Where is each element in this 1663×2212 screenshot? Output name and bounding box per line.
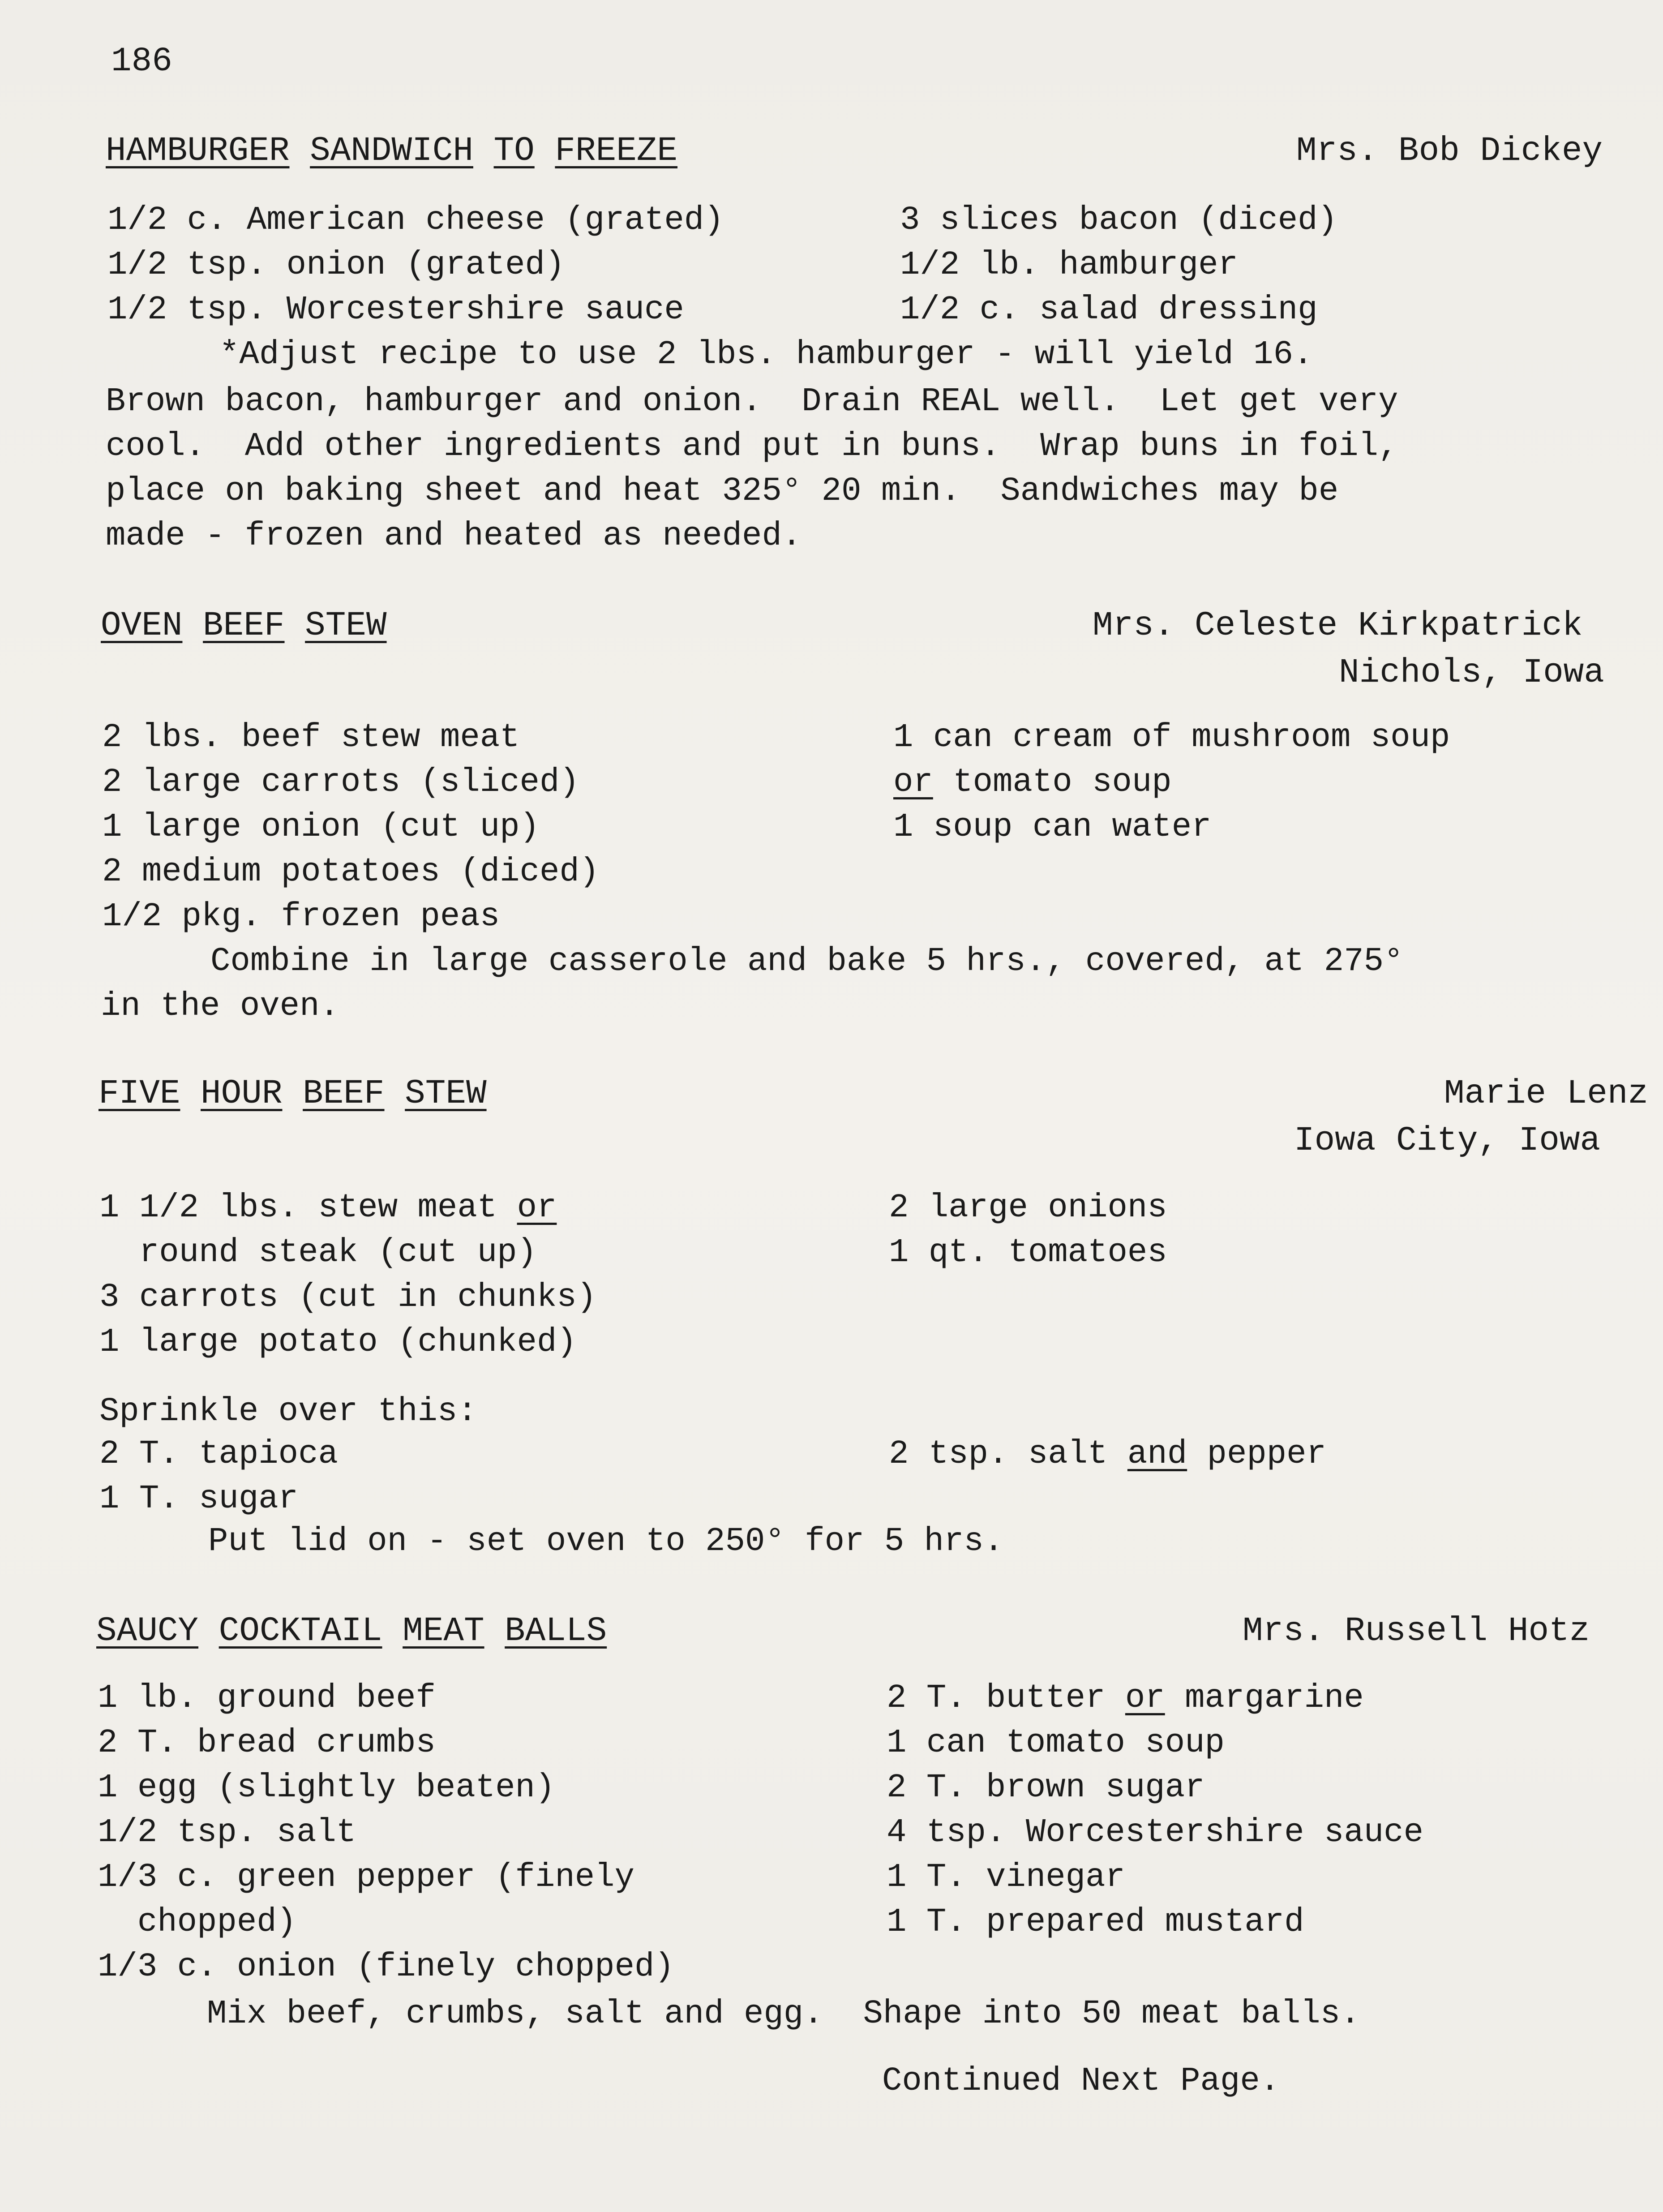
ingredient: 3 slices bacon (diced): [900, 202, 1337, 239]
ingredient-text: pepper: [1187, 1435, 1326, 1473]
ingredient: 1 can tomato soup: [887, 1724, 1225, 1762]
ingredient: 1/2 tsp. salt: [98, 1814, 356, 1851]
title-word: STEW: [305, 606, 387, 645]
ingredient: 1 large potato (chunked): [99, 1323, 577, 1361]
ingredient: 4 tsp. Worcestershire sauce: [887, 1814, 1423, 1851]
direction-line: in the oven.: [101, 988, 339, 1025]
title-word: MEAT: [403, 1612, 484, 1650]
ingredient: [887, 1679, 1364, 1717]
title-word: FREEZE: [555, 132, 678, 170]
ingredient: 1/2 tsp. onion (grated): [107, 246, 565, 284]
ingredient: 2 lbs. beef stew meat: [102, 719, 520, 756]
title-word: BEEF: [303, 1074, 385, 1113]
direction-line: Put lid on - set oven to 250° for 5 hrs.: [208, 1523, 1004, 1560]
ingredient: 1/2 lb. hamburger: [900, 246, 1238, 284]
title-word: BEEF: [203, 606, 285, 645]
title-word: COCKTAIL: [219, 1612, 382, 1650]
ingredient-text: 1 1/2 lbs. stew meat: [99, 1189, 517, 1227]
ingredient: 2 large carrots (sliced): [102, 764, 579, 801]
recipe-author: Mrs. Celeste Kirkpatrick: [1093, 606, 1583, 645]
ingredient: 1 T. vinegar: [887, 1859, 1125, 1896]
ingredient: 1 large onion (cut up): [102, 808, 540, 846]
ingredient: [889, 1435, 1326, 1473]
or-word: or: [517, 1189, 557, 1227]
ingredient: 1 qt. tomatoes: [889, 1234, 1167, 1271]
ingredient: 1 T. prepared mustard: [887, 1903, 1304, 1941]
ingredient: 1/3 c. onion (finely chopped): [98, 1948, 674, 1986]
sprinkle-heading: Sprinkle over this:: [99, 1393, 477, 1430]
recipe-author: Mrs. Bob Dickey: [1296, 132, 1603, 170]
ingredient-text: tomato soup: [933, 764, 1172, 801]
direction-line: Mix beef, crumbs, salt and egg. Shape into 50 meat balls.: [207, 1995, 1360, 2033]
ingredient: 2 medium potatoes (diced): [102, 853, 600, 891]
ingredient: 1 can cream of mushroom soup: [893, 719, 1450, 756]
direction-line: cool. Add other ingredients and put in buns. Wrap buns in foil,: [106, 428, 1398, 465]
recipe-location: Iowa City, Iowa: [1294, 1121, 1601, 1160]
recipe-location: Nichols, Iowa: [1339, 653, 1604, 692]
direction-line: Combine in large casserole and bake 5 hrs., covered, at 275°: [210, 943, 1404, 980]
title-word: HAMBURGER: [106, 132, 290, 170]
title-word: SAUCY: [96, 1612, 199, 1650]
recipe-title: [99, 1074, 487, 1113]
title-word: STEW: [405, 1074, 487, 1113]
ingredient-text: 2 T. butter: [887, 1679, 1125, 1717]
or-word: or: [1125, 1679, 1165, 1717]
or-word: or: [893, 764, 933, 801]
ingredient: 1/3 c. green pepper (finely: [98, 1859, 634, 1896]
ingredient-text: 2 tsp. salt: [889, 1435, 1127, 1473]
page-number: 186: [111, 42, 172, 81]
recipe-author: Marie Lenz: [1444, 1074, 1649, 1113]
recipe-title: [101, 606, 387, 645]
ingredient: 1/2 pkg. frozen peas: [102, 898, 500, 936]
ingredient: [893, 766, 1172, 799]
continued-note: Continued Next Page.: [882, 2062, 1280, 2100]
title-word: BALLS: [505, 1612, 607, 1650]
recipe-title: [106, 134, 677, 168]
ingredient: 1 lb. ground beef: [98, 1679, 436, 1717]
direction-line: Brown bacon, hamburger and onion. Drain REAL well. Let get very: [106, 383, 1398, 421]
direction-line: made - frozen and heated as needed.: [106, 517, 802, 555]
title-word: TO: [493, 132, 535, 170]
ingredient: 2 T. tapioca: [99, 1435, 338, 1473]
ingredient: chopped): [98, 1903, 297, 1941]
ingredient: 1 T. sugar: [99, 1480, 299, 1518]
ingredient: 1/2 c. American cheese (grated): [107, 202, 724, 239]
ingredient: 2 T. brown sugar: [887, 1769, 1205, 1807]
recipe-author: Mrs. Russell Hotz: [1243, 1612, 1590, 1650]
ingredient: 1/2 c. salad dressing: [900, 291, 1318, 329]
recipe-note: *Adjust recipe to use 2 lbs. hamburger - will yield 16.: [219, 336, 1313, 374]
title-word: FIVE: [99, 1074, 180, 1113]
ingredient: 1/2 tsp. Worcestershire sauce: [107, 291, 684, 329]
ingredient: 2 T. bread crumbs: [98, 1724, 436, 1762]
ingredient: 3 carrots (cut in chunks): [99, 1279, 597, 1316]
title-word: OVEN: [101, 606, 183, 645]
recipe-title: [96, 1612, 607, 1650]
ingredient-text: margarine: [1165, 1679, 1364, 1717]
ingredient: 1 egg (slightly beaten): [98, 1769, 555, 1807]
ingredient: round steak (cut up): [99, 1234, 537, 1271]
ingredient: 1 soup can water: [893, 808, 1212, 846]
direction-line: place on baking sheet and heat 325° 20 min. Sandwiches may be: [106, 472, 1339, 510]
title-word: HOUR: [201, 1074, 283, 1113]
ingredient: [99, 1189, 557, 1227]
title-word: SANDWICH: [310, 132, 473, 170]
and-word: and: [1127, 1435, 1187, 1473]
ingredient: 2 large onions: [889, 1189, 1167, 1227]
